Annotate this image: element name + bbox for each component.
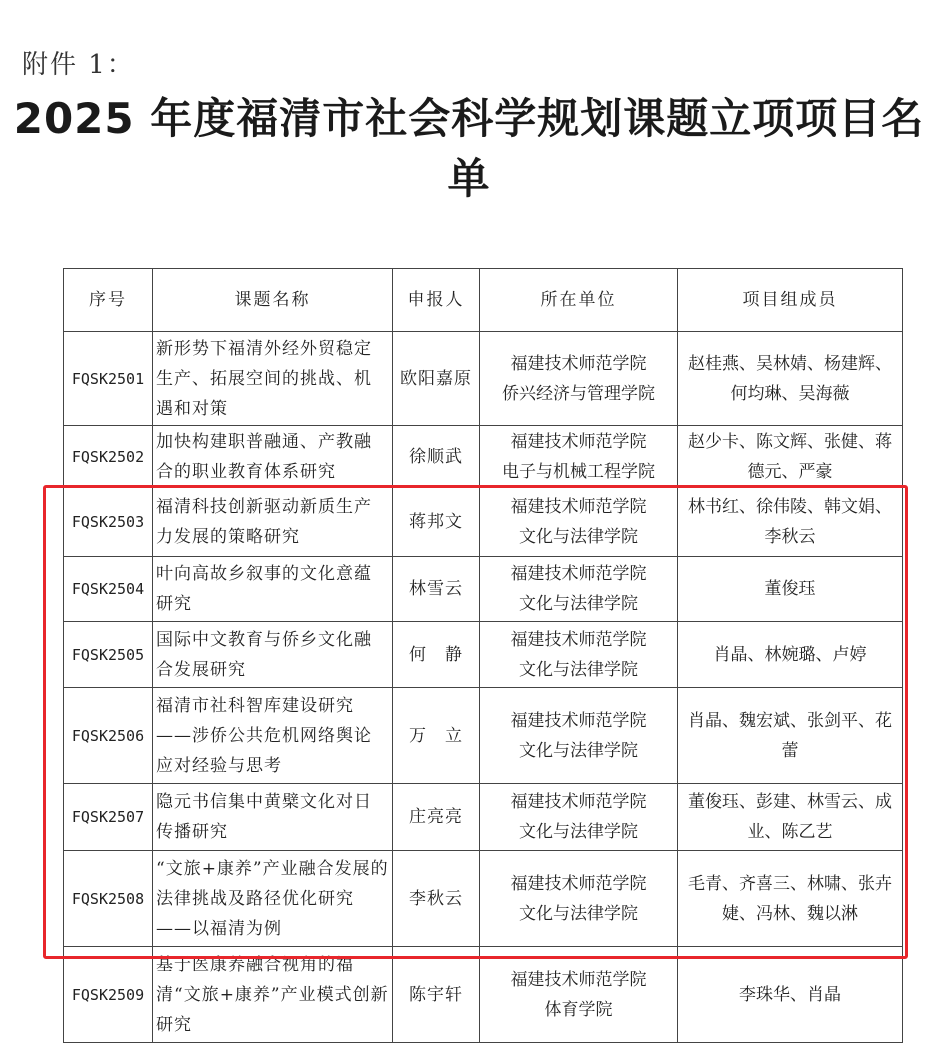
table-row: [64, 784, 903, 851]
row-applicant: 何 静: [393, 622, 480, 688]
row-topic: 新形势下福清外经外贸稳定生产、拓展空间的挑战、机遇和对策: [153, 332, 393, 426]
row-topic: 叶向高故乡叙事的文化意蕴研究: [153, 557, 393, 622]
row-members: 肖晶、魏宏斌、张剑平、花蕾: [678, 688, 903, 784]
row-unit: [480, 426, 678, 488]
table-header-row: [64, 269, 903, 332]
row-members: 李珠华、肖晶: [678, 947, 903, 1043]
unit-school: 福建技术师范学院: [510, 792, 647, 812]
row-topic: 国际中文教育与侨乡文化融合发展研究: [153, 622, 393, 688]
row-members: 肖晶、林婉璐、卢婷: [678, 622, 903, 688]
row-topic: 隐元书信集中黄檗文化对日传播研究: [153, 784, 393, 851]
row-id: FQSK2508: [64, 851, 153, 947]
row-unit: [480, 851, 678, 947]
table-row: [64, 332, 903, 426]
row-unit: [480, 947, 678, 1043]
table-row: [64, 622, 903, 688]
row-id: FQSK2509: [64, 947, 153, 1043]
row-topic: 基于医康养融合视角的福清“文旅+康养”产业模式创新研究: [153, 947, 393, 1043]
project-table: [63, 268, 903, 1043]
row-unit: [480, 557, 678, 622]
attachment-label: 附件 1：: [22, 50, 135, 80]
unit-college: 文化与法律学院: [519, 903, 638, 924]
table-row: [64, 688, 903, 784]
header-applicant: 申报人: [393, 269, 480, 332]
table-row: [64, 947, 903, 1043]
table-row: [64, 488, 903, 557]
unit-school: 福建技术师范学院: [510, 564, 647, 584]
row-id: FQSK2503: [64, 488, 153, 557]
document-title: 2025 年度福清市社会科学规划课题立项项目名单: [13, 94, 925, 203]
row-id: FQSK2502: [64, 426, 153, 488]
row-topic: 加快构建职普融通、产教融合的职业教育体系研究: [153, 426, 393, 488]
header-unit: 所在单位: [480, 269, 678, 332]
row-applicant: 欧阳嘉原: [393, 332, 480, 426]
unit-college: 文化与法律学院: [519, 740, 638, 761]
row-unit: [480, 488, 678, 557]
unit-school: 福建技术师范学院: [510, 969, 647, 990]
row-members: 董俊珏: [678, 557, 903, 622]
unit-school: 福建技术师范学院: [510, 497, 647, 517]
row-unit: [480, 688, 678, 784]
table-row: [64, 851, 903, 947]
row-applicant: 徐顺武: [393, 426, 480, 488]
table-row: [64, 426, 903, 488]
row-id: FQSK2504: [64, 557, 153, 622]
row-topic: 福清科技创新驱动新质生产力发展的策略研究: [153, 488, 393, 557]
unit-school: 福建技术师范学院: [510, 629, 647, 650]
row-id: FQSK2507: [64, 784, 153, 851]
row-members: 董俊珏、彭建、林雪云、成业、陈乙艺: [678, 784, 903, 851]
row-unit: [480, 332, 678, 426]
row-topic: “文旅+康养”产业融合发展的法律挑战及路径优化研究——以福清为例: [153, 851, 393, 947]
row-id: FQSK2501: [64, 332, 153, 426]
row-members: 林书红、徐伟陵、韩文娟、李秋云: [678, 488, 903, 557]
header-topic: 课题名称: [153, 269, 393, 332]
unit-school: 福建技术师范学院: [510, 431, 647, 452]
unit-college: 侨兴经济与管理学院: [502, 383, 655, 404]
unit-college: 文化与法律学院: [519, 594, 638, 614]
row-id: FQSK2506: [64, 688, 153, 784]
row-unit: [480, 784, 678, 851]
unit-school: 福建技术师范学院: [510, 873, 647, 894]
header-id: 序号: [64, 269, 153, 332]
row-applicant: 蒋邦文: [393, 488, 480, 557]
row-applicant: 庄亮亮: [393, 784, 480, 851]
row-members: 赵少卡、陈文辉、张健、蒋德元、严豪: [678, 426, 903, 488]
unit-college: 文化与法律学院: [519, 822, 638, 842]
unit-school: 福建技术师范学院: [510, 710, 647, 731]
row-applicant: 万 立: [393, 688, 480, 784]
row-unit: [480, 622, 678, 688]
unit-school: 福建技术师范学院: [510, 353, 647, 374]
row-applicant: 李秋云: [393, 851, 480, 947]
header-members: 项目组成员: [678, 269, 903, 332]
row-topic: 福清市社科智库建设研究——涉侨公共危机网络舆论应对经验与思考: [153, 688, 393, 784]
row-applicant: 陈宇轩: [393, 947, 480, 1043]
row-members: 赵桂燕、吴林婧、杨建辉、何均琳、吴海薇: [678, 332, 903, 426]
row-applicant: 林雪云: [393, 557, 480, 622]
unit-college: 体育学院: [544, 999, 613, 1020]
row-members: 毛青、齐喜三、林啸、张卉婕、冯林、魏以淋: [678, 851, 903, 947]
unit-college: 文化与法律学院: [519, 659, 638, 680]
unit-college: 文化与法律学院: [519, 527, 638, 547]
unit-college: 电子与机械工程学院: [502, 461, 655, 482]
table-row: [64, 557, 903, 622]
row-id: FQSK2505: [64, 622, 153, 688]
